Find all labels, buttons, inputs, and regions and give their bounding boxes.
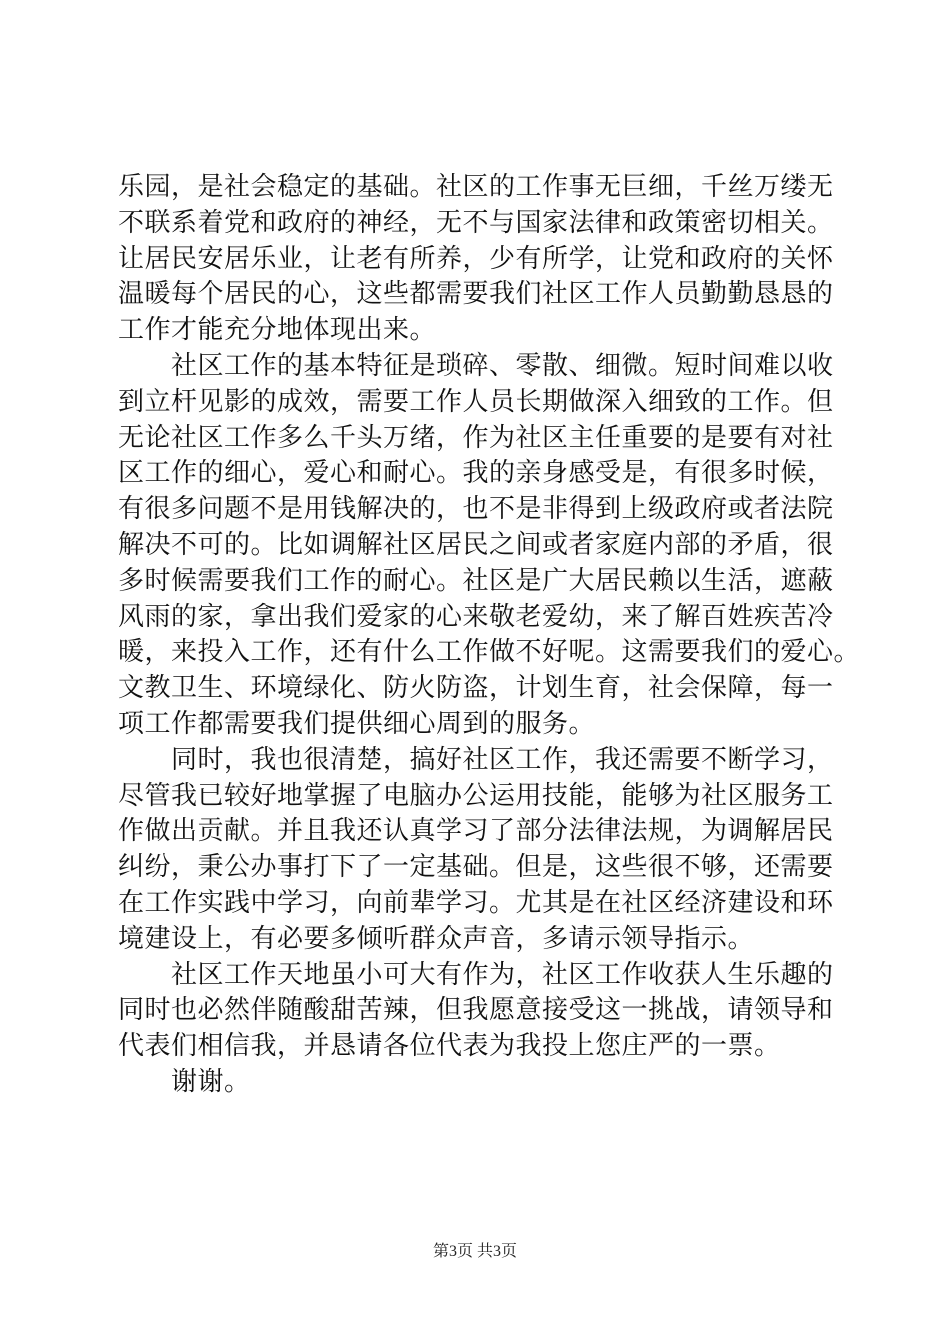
text-line: 工作才能充分地体现出来。 bbox=[118, 315, 437, 346]
text-line: 温暖每个居民的心，这些都需要我们社区工作人员勤勤恳恳的 bbox=[118, 279, 834, 310]
text-line: 代表们相信我，并恳请各位代表为我投上您庄严的一票。 bbox=[118, 1031, 781, 1062]
page-footer bbox=[0, 1242, 950, 1262]
text-line: 乐园，是社会稳定的基础。社区的工作事无巨细，千丝万缕无 bbox=[118, 172, 834, 202]
text-line: 不联系着党和政府的神经，无不与国家法律和政策密切相关。 bbox=[118, 207, 834, 238]
text-line: 风雨的家，拿出我们爱家的心来敬老爱幼，来了解百姓疾苦冷 bbox=[118, 601, 834, 632]
text-line: 社区工作天地虽小可大有作为，社区工作收获人生乐趣的 bbox=[118, 959, 834, 990]
text-line: 谢谢。 bbox=[118, 1066, 251, 1097]
text-line: 区工作的细心，爱心和耐心。我的亲身感受是，有很多时候， bbox=[118, 458, 834, 489]
text-line: 作做出贡献。并且我还认真学习了部分法律法规，为调解居民 bbox=[118, 816, 834, 847]
text-line: 同时，我也很清楚，搞好社区工作，我还需要不断学习， bbox=[118, 744, 834, 775]
text-line: 纠纷，秉公办事打下了一定基础。但是，这些很不够，还需要 bbox=[118, 852, 834, 883]
text-line: 有很多问题不是用钱解决的，也不是非得到上级政府或者法院 bbox=[118, 494, 834, 525]
text-line: 让居民安居乐业，让老有所养，少有所学，让党和政府的关怀 bbox=[118, 243, 834, 274]
text-line: 多时候需要我们工作的耐心。社区是广大居民赖以生活，遮蔽 bbox=[118, 565, 834, 596]
text-line: 无论社区工作多么千头万绪，作为社区主任重要的是要有对社 bbox=[118, 422, 834, 453]
text-line: 文教卫生、环境绿化、防火防盗，计划生育，社会保障，每一 bbox=[118, 673, 834, 704]
page-number-label: 第3页 共3页 bbox=[432, 1243, 517, 1260]
text-line: 同时也必然伴随酸甜苦辣，但我愿意接受这一挑战，请领导和 bbox=[118, 995, 834, 1026]
text-line: 解决不可的。比如调解社区居民之间或者家庭内部的矛盾，很 bbox=[118, 529, 834, 560]
text-line: 在工作实践中学习，向前辈学习。尤其是在社区经济建设和环 bbox=[118, 887, 834, 918]
text-line: 尽管我已较好地掌握了电脑办公运用技能，能够为社区服务工 bbox=[118, 780, 834, 811]
document-body bbox=[118, 170, 861, 1101]
text-line: 社区工作的基本特征是琐碎、零散、细微。短时间难以收 bbox=[118, 350, 834, 381]
text-line: 到立杆见影的成效，需要工作人员长期做深入细致的工作。但 bbox=[118, 386, 834, 417]
text-line: 暖，来投入工作，还有什么工作做不好呢。这需要我们的爱心。 bbox=[118, 637, 861, 668]
text-line: 项工作都需要我们提供细心周到的服务。 bbox=[118, 708, 596, 739]
text-line: 境建设上，有必要多倾听群众声音，多请示领导指示。 bbox=[118, 923, 755, 954]
